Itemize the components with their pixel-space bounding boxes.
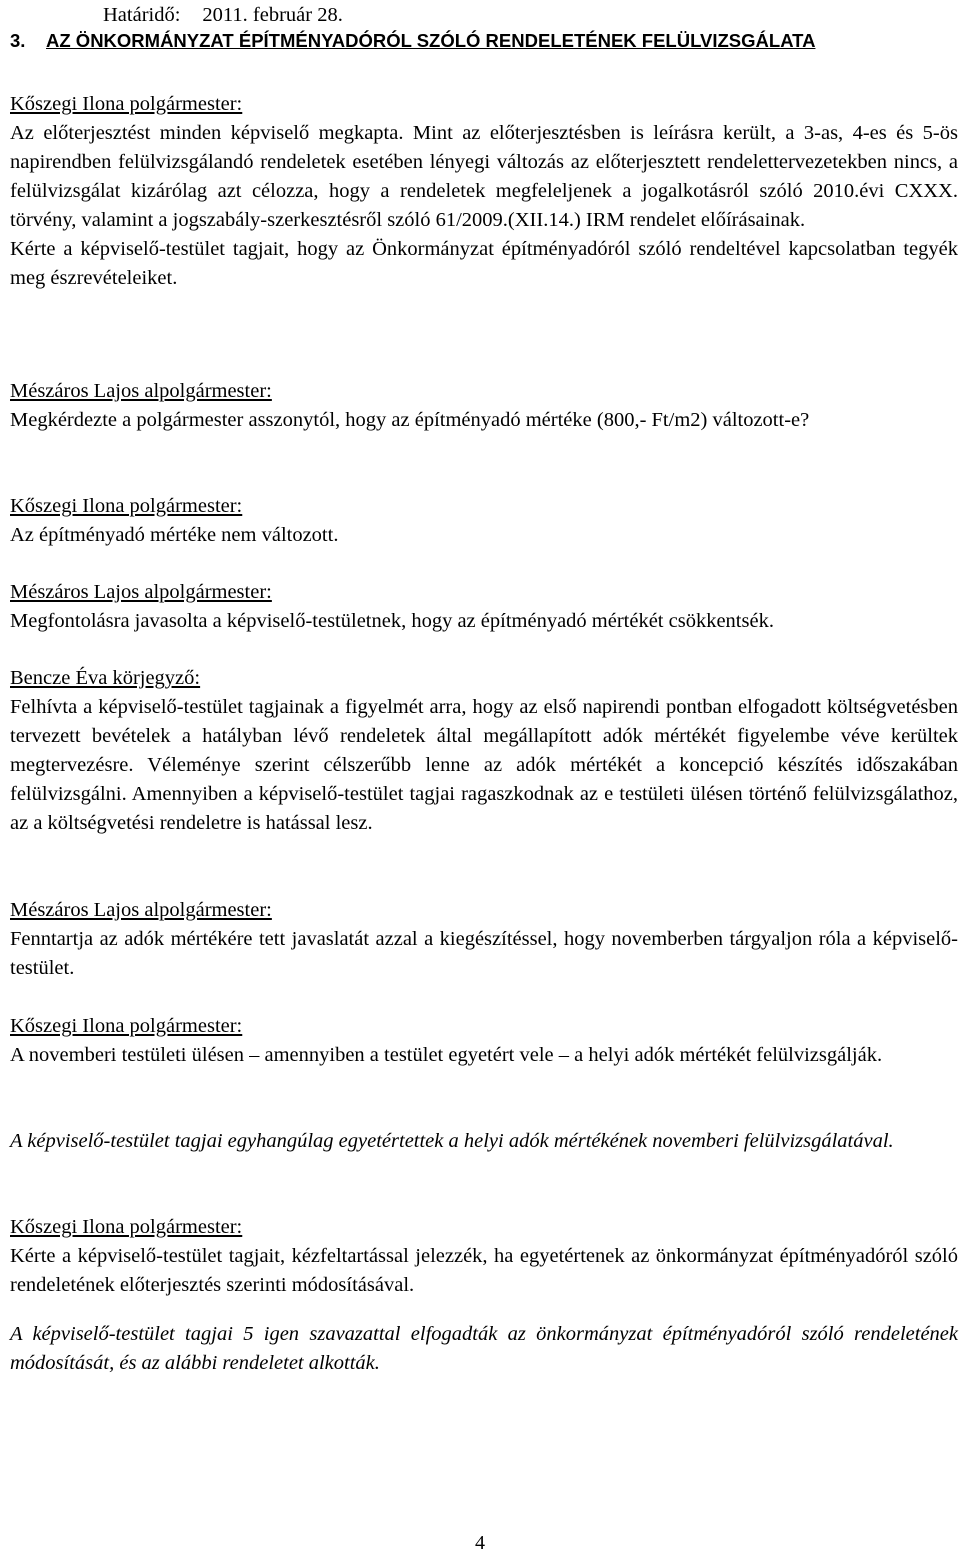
speech-text: Kérte a képviselő-testület tagjait, hogy az Önkormányzat építményadóról szóló rendeltével kapcsolatban tegyék meg észrevételeiket. [10, 238, 958, 289]
speech-block [10, 1213, 958, 1300]
speaker-name: Mészáros Lajos alpolgármester: [10, 581, 272, 603]
speech-block [10, 377, 958, 435]
decision-text: A képviselő-testület tagjai egyhangúlag egyetértettek a helyi adók mértékének novemberi felülvizsgálatával. [10, 1130, 894, 1152]
speech-block [10, 492, 958, 550]
speech-block [10, 90, 958, 293]
deadline-label: Határidő: [103, 4, 181, 26]
speech-text: Megkérdezte a polgármester asszonytól, hogy az építményadó mértéke (800,- Ft/m2) változott-e? [10, 409, 810, 431]
speech-block [10, 1012, 958, 1070]
speaker-name: Kőszegi Ilona polgármester: [10, 495, 243, 517]
speech-text: Felhívta a képviselő-testület tagjainak a figyelmét arra, hogy az első napirendi pontban elfogadott költségvetésben tervezett bevételek a hatályban lévő rendeletek által megállapított adók mértékét figyelembe véve kerültek megtervezésre. Véleménye szerint célszerűbb lenne az adók mértékét a koncepció készítés időszakában felülvizsgálni. Amennyiben a képviselő-testület tagjai ragaszkodnak az e testületi ülésen történő felülvizsgálathoz, az a költségvetési rendeletre is hatással lesz. [10, 696, 958, 834]
speech-text: Megfontolásra javasolta a képviselő-testületnek, hogy az építményadó mértékét csökkentsék. [10, 610, 774, 632]
decision-text: A képviselő-testület tagjai 5 igen szavazattal elfogadták az önkormányzat építményadóról szóló rendeletének módosítását, és az alábbi rendeletet alkották. [10, 1323, 958, 1374]
speaker-name: Mészáros Lajos alpolgármester: [10, 380, 272, 402]
speech-text: Fenntartja az adók mértékére tett javaslatát azzal a kiegészítéssel, hogy novemberben tárgyaljon róla a képviselő-testület. [10, 928, 958, 979]
decision-block [10, 1320, 958, 1378]
page-number: 4 [475, 1532, 485, 1554]
speaker-name: Mészáros Lajos alpolgármester: [10, 899, 272, 921]
agenda-heading [10, 30, 815, 52]
decision-block [10, 1127, 958, 1156]
speaker-name: Bencze Éva körjegyző: [10, 667, 201, 689]
speaker-name: Kőszegi Ilona polgármester: [10, 1015, 243, 1037]
speech-block [10, 664, 958, 838]
agenda-title: AZ ÖNKORMÁNYZAT ÉPÍTMÉNYADÓRÓL SZÓLÓ RENDELETÉNEK FELÜLVIZSGÁLATA [46, 30, 816, 51]
deadline-line [103, 4, 343, 26]
speech-block [10, 578, 958, 636]
speech-text: A novemberi testületi ülésen – amennyiben a testület egyetért vele – a helyi adók mértékét felülvizsgálják. [10, 1044, 883, 1066]
speech-block [10, 896, 958, 983]
speech-text: Kérte a képviselő-testület tagjait, kézfeltartással jelezzék, ha egyetértenek az önkormányzat építményadóról szóló rendeletének előterjesztés szerinti módosításával. [10, 1245, 958, 1296]
speaker-name: Kőszegi Ilona polgármester: [10, 1216, 243, 1238]
agenda-number: 3. [10, 30, 26, 51]
speech-text: Az előterjesztést minden képviselő megkapta. Mint az előterjesztésben is leírásra került, a 3-as, 4-es és 5-ös napirendben felülvizsgálandó rendeletek esetében lényegi változás az előterjesztett rendelettervezetekben nincs, a felülvizsgálat kizárólag azt célozza, hogy a rendeletek megfeleljenek a jogalkotásról szóló 2010.évi CXXX. törvény, valamint a jogszabály-szerkesztésről szóló 61/2009.(XII.14.) IRM rendelet előírásainak. [10, 122, 958, 231]
deadline-value: 2011. február 28. [202, 4, 343, 26]
speaker-name: Kőszegi Ilona polgármester: [10, 93, 243, 115]
speech-text: Az építményadó mértéke nem változott. [10, 524, 339, 546]
